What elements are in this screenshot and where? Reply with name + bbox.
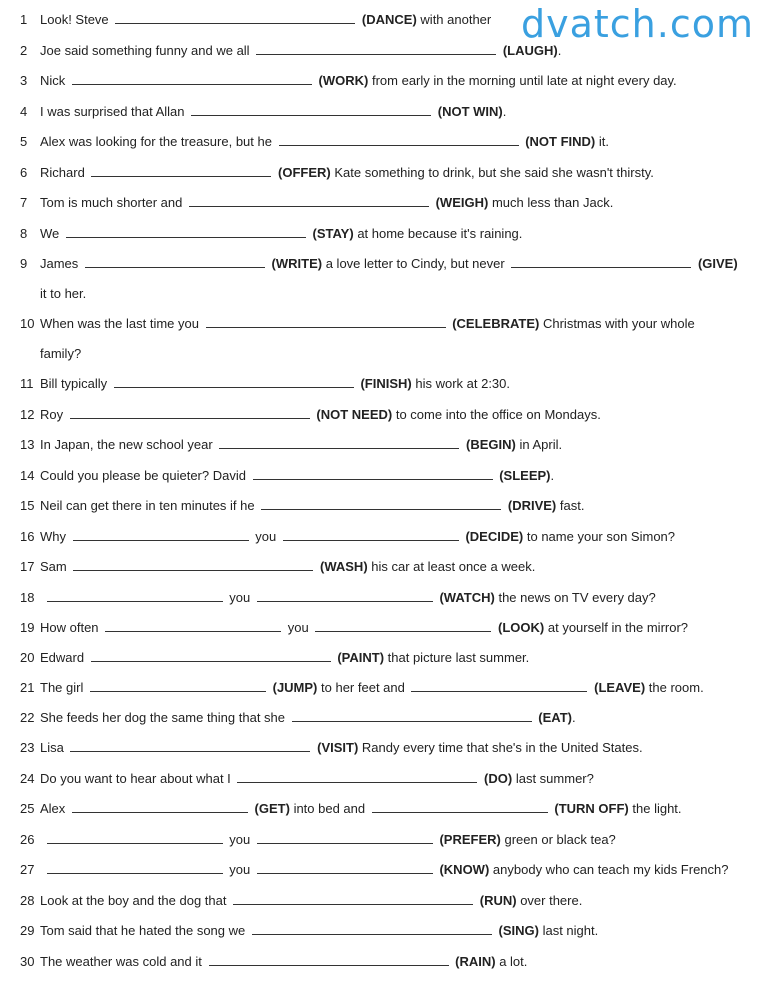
exercise-row: 25 Alex (GET) into bed and (TURN OFF) the light. xyxy=(20,801,682,816)
answer-blank[interactable] xyxy=(91,649,331,662)
answer-blank[interactable] xyxy=(233,892,473,905)
exercise-row: 6 Richard (OFFER) Kate something to drink, but she said she wasn't thirsty. xyxy=(20,165,654,180)
exercise-row: 3 Nick (WORK) from early in the morning until late at night every day. xyxy=(20,73,677,88)
exercise-row: 22 She feeds her dog the same thing that she (EAT). xyxy=(20,710,576,725)
answer-blank[interactable] xyxy=(114,375,354,388)
answer-blank[interactable] xyxy=(70,739,310,752)
answer-blank[interactable] xyxy=(72,72,312,85)
answer-blank[interactable] xyxy=(256,42,496,55)
answer-blank[interactable] xyxy=(257,831,433,844)
answer-blank[interactable] xyxy=(72,800,248,813)
answer-blank[interactable] xyxy=(90,679,266,692)
answer-blank[interactable] xyxy=(257,589,433,602)
answer-blank[interactable] xyxy=(73,558,313,571)
answer-blank[interactable] xyxy=(279,133,519,146)
answer-blank[interactable] xyxy=(191,103,431,116)
answer-blank[interactable] xyxy=(261,497,501,510)
answer-blank[interactable] xyxy=(85,255,265,268)
exercise-row: 8 We (STAY) at home because it's raining. xyxy=(20,226,523,241)
exercise-row: 7 Tom is much shorter and (WEIGH) much less than Jack. xyxy=(20,195,614,210)
exercise-row: 9 James (WRITE) a love letter to Cindy, but never (GIVE) xyxy=(20,256,738,271)
exercise-row: 28 Look at the boy and the dog that (RUN) over there. xyxy=(20,893,583,908)
exercise-row: 17 Sam (WASH) his car at least once a week. xyxy=(20,559,536,574)
exercise-row: 18 you (WATCH) the news on TV every day? xyxy=(20,590,656,605)
exercise-row: 2 Joe said something funny and we all (LAUGH). xyxy=(20,43,562,58)
exercise-row: 11 Bill typically (FINISH) his work at 2:30. xyxy=(20,376,510,391)
watermark: dvatch.com xyxy=(520,2,754,46)
exercise-row: 23 Lisa (VISIT) Randy every time that she's in the United States. xyxy=(20,740,643,755)
exercise-row: 20 Edward (PAINT) that picture last summer. xyxy=(20,650,530,665)
answer-blank[interactable] xyxy=(47,589,223,602)
exercise-row: 13 In Japan, the new school year (BEGIN) in April. xyxy=(20,437,563,452)
exercise-row: 16 Why you (DECIDE) to name your son Simon? xyxy=(20,529,676,544)
exercise-row: 19 How often you (LOOK) at yourself in the mirror? xyxy=(20,620,689,635)
exercise-row: 12 Roy (NOT NEED) to come into the office on Mondays. xyxy=(20,407,601,422)
exercise-row: 26 you (PREFER) green or black tea? xyxy=(20,832,616,847)
exercise-row: 15 Neil can get there in ten minutes if he (DRIVE) fast. xyxy=(20,498,585,513)
exercise-row: 27 you (KNOW) anybody who can teach my kids French? xyxy=(20,862,729,877)
answer-blank[interactable] xyxy=(372,800,548,813)
answer-blank[interactable] xyxy=(209,953,449,966)
exercise-row: 10 When was the last time you (CELEBRATE) Christmas with your whole xyxy=(20,316,695,331)
exercise-row: 1 Look! Steve (DANCE) with another xyxy=(20,12,492,27)
answer-blank[interactable] xyxy=(66,225,306,238)
answer-blank[interactable] xyxy=(257,861,433,874)
exercise-row: 24 Do you want to hear about what I (DO) last summer? xyxy=(20,771,594,786)
answer-blank[interactable] xyxy=(73,528,249,541)
answer-blank[interactable] xyxy=(115,11,355,24)
answer-blank[interactable] xyxy=(511,255,691,268)
exercise-row: 21 The girl (JUMP) to her feet and (LEAVE) the room. xyxy=(20,680,704,695)
exercise-row-continued: it to her. xyxy=(40,286,87,301)
exercise-row: 30 The weather was cold and it (RAIN) a lot. xyxy=(20,954,528,969)
answer-blank[interactable] xyxy=(315,619,491,632)
answer-blank[interactable] xyxy=(70,406,310,419)
answer-blank[interactable] xyxy=(105,619,281,632)
answer-blank[interactable] xyxy=(252,922,492,935)
exercise-row-continued: family? xyxy=(40,346,82,361)
answer-blank[interactable] xyxy=(189,194,429,207)
answer-blank[interactable] xyxy=(411,679,587,692)
exercise-row: 14 Could you please be quieter? David (SLEEP). xyxy=(20,468,555,483)
answer-blank[interactable] xyxy=(283,528,459,541)
answer-blank[interactable] xyxy=(47,831,223,844)
answer-blank[interactable] xyxy=(253,467,493,480)
answer-blank[interactable] xyxy=(292,709,532,722)
exercise-row: 4 I was surprised that Allan (NOT WIN). xyxy=(20,104,507,119)
exercise-row: 29 Tom said that he hated the song we (SING) last night. xyxy=(20,923,599,938)
answer-blank[interactable] xyxy=(47,861,223,874)
answer-blank[interactable] xyxy=(91,164,271,177)
exercise-row: 5 Alex was looking for the treasure, but he (NOT FIND) it. xyxy=(20,134,610,149)
answer-blank[interactable] xyxy=(206,315,446,328)
answer-blank[interactable] xyxy=(219,436,459,449)
answer-blank[interactable] xyxy=(237,770,477,783)
